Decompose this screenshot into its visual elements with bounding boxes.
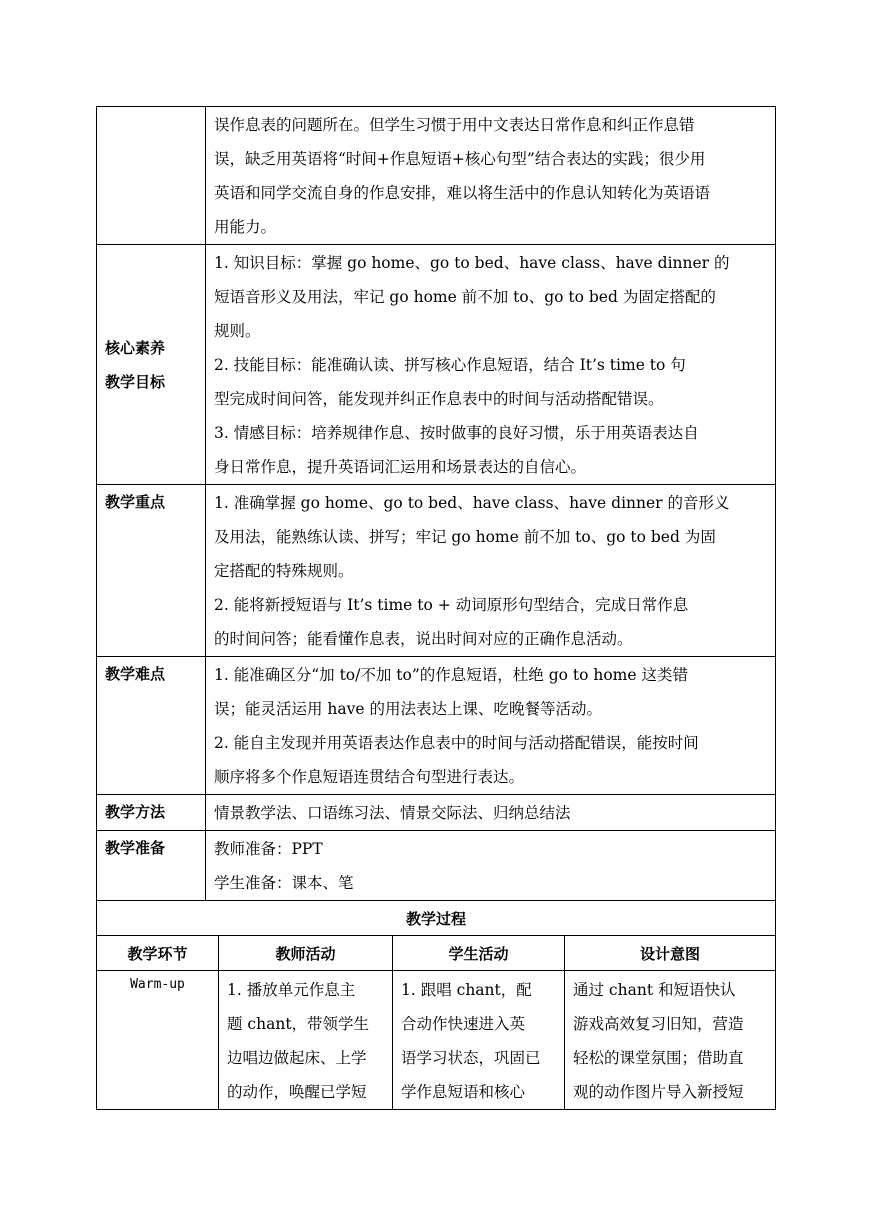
content-line: 2. 技能目标：能准确认读、拼写核心作息短语，结合 It’s time to 句 [214, 356, 686, 374]
content-line: 身日常作息，提升英语词汇运用和场景表达的自信心。 [214, 458, 587, 476]
teacher-line: 的动作，唤醒已学短 [227, 1083, 367, 1101]
content-line: 误，缺乏用英语将“时间+作息短语+核心句型”结合表达的实践；很少用 [214, 150, 706, 168]
row-label [97, 657, 206, 795]
lesson-info-table [96, 106, 776, 901]
row-preparation [97, 831, 776, 901]
row-label-line: 教学难点 [105, 665, 166, 683]
row-label [97, 107, 206, 245]
content-line: 误作息表的问题所在。但学生习惯于用中文表达日常作息和纠正作息错 [214, 116, 695, 134]
content-line: 1. 准确掌握 go home、go to bed、have class、have dinner 的音形义 [214, 494, 730, 512]
row-content [206, 485, 776, 657]
content-line: 学生准备：课本、笔 [214, 874, 354, 892]
row-label [97, 795, 206, 831]
content-line: 短语音形义及用法，牢记 go home 前不加 to、go to bed 为固定搭配的 [214, 288, 716, 306]
teacher-line: 1. 播放单元作息主 [227, 981, 356, 999]
student-line: 语学习状态，巩固已 [401, 1049, 541, 1067]
content-line: 用能力。 [214, 218, 277, 236]
header-stage: 教学环节 [97, 936, 219, 971]
row-label-line: 教学重点 [105, 493, 166, 511]
row-content [206, 657, 776, 795]
process-header-row [97, 936, 776, 971]
header-teacher-activity: 教师活动 [219, 936, 393, 971]
row-key-points [97, 485, 776, 657]
row-label-line: 教学目标 [105, 372, 166, 391]
row-label-line: 核心素养 [105, 338, 166, 357]
row-label [97, 831, 206, 901]
teacher-line: 边唱边做起床、上学 [227, 1049, 367, 1067]
row-content [206, 795, 776, 831]
content-line: 2. 能将新授短语与 It’s time to + 动词原形句型结合，完成日常作息 [214, 596, 689, 614]
teacher-line: 题 chant，带领学生 [227, 1015, 370, 1033]
row-label-line: 教学准备 [105, 839, 166, 857]
intent-line: 轻松的课堂氛围；借助直 [573, 1049, 744, 1067]
intent-line: 游戏高效复习旧知，营造 [573, 1015, 744, 1033]
content-line: 1. 知识目标：掌握 go home、go to bed、have class、have dinner 的 [214, 254, 730, 272]
content-line: 1. 能准确区分“加 to/不加 to”的作息短语，杜绝 go to home 这类错 [214, 666, 688, 684]
student-line: 合动作快速进入英 [401, 1015, 526, 1033]
design-intent-cell [565, 971, 776, 1110]
content-line: 3. 情感目标：培养规律作息、按时做事的良好习惯，乐于用英语表达自 [214, 424, 699, 442]
row-difficult-points [97, 657, 776, 795]
content-line: 的时间问答；能看懂作息表，说出时间对应的正确作息活动。 [214, 630, 633, 648]
content-line: 误；能灵活运用 have 的用法表达上课、吃晚餐等活动。 [214, 700, 603, 718]
row-core-goals [97, 245, 776, 485]
student-line: 学作息短语和核心 [401, 1083, 526, 1101]
content-line: 型完成时间问答，能发现并纠正作息表中的时间与活动搭配错误。 [214, 390, 664, 408]
row-label [97, 485, 206, 657]
content-line: 顺序将多个作息短语连贯结合句型进行表达。 [214, 768, 525, 786]
header-design-intent: 设计意图 [565, 936, 776, 971]
content-line: 教师准备：PPT [214, 840, 323, 858]
process-row-warmup [97, 971, 776, 1110]
student-activity-cell [393, 971, 565, 1110]
content-line: 英语和同学交流自身的作息安排，难以将生活中的作息认知转化为英语语 [214, 184, 711, 202]
lesson-plan-sheet [96, 106, 775, 1110]
header-student-activity: 学生活动 [393, 936, 565, 971]
row-content [206, 107, 776, 245]
intent-line: 观的动作图片导入新授短 [573, 1083, 744, 1101]
intent-line: 通过 chant 和短语快认 [573, 981, 736, 999]
student-line: 1. 跟唱 chant，配 [401, 981, 532, 999]
content-line: 规则。 [214, 322, 261, 340]
row-content [206, 245, 776, 485]
process-title: 教学过程 [97, 901, 776, 936]
teacher-activity-cell [219, 971, 393, 1110]
content-line: 定搭配的特殊规则。 [214, 562, 354, 580]
row-learning-analysis [97, 107, 776, 245]
content-line: 2. 能自主发现并用英语表达作息表中的时间与活动搭配错误，能按时间 [214, 734, 699, 752]
row-label [97, 245, 206, 485]
row-content [206, 831, 776, 901]
row-label-line: 教学方法 [105, 803, 166, 821]
stage-cell: Warm-up [97, 971, 219, 1110]
content-line: 情景教学法、口语练习法、情景交际法、归纳总结法 [214, 804, 571, 822]
content-line: 及用法，能熟练认读、拼写；牢记 go home 前不加 to、go to bed 为固 [214, 528, 716, 546]
row-methods [97, 795, 776, 831]
teaching-process-table [96, 900, 776, 1110]
